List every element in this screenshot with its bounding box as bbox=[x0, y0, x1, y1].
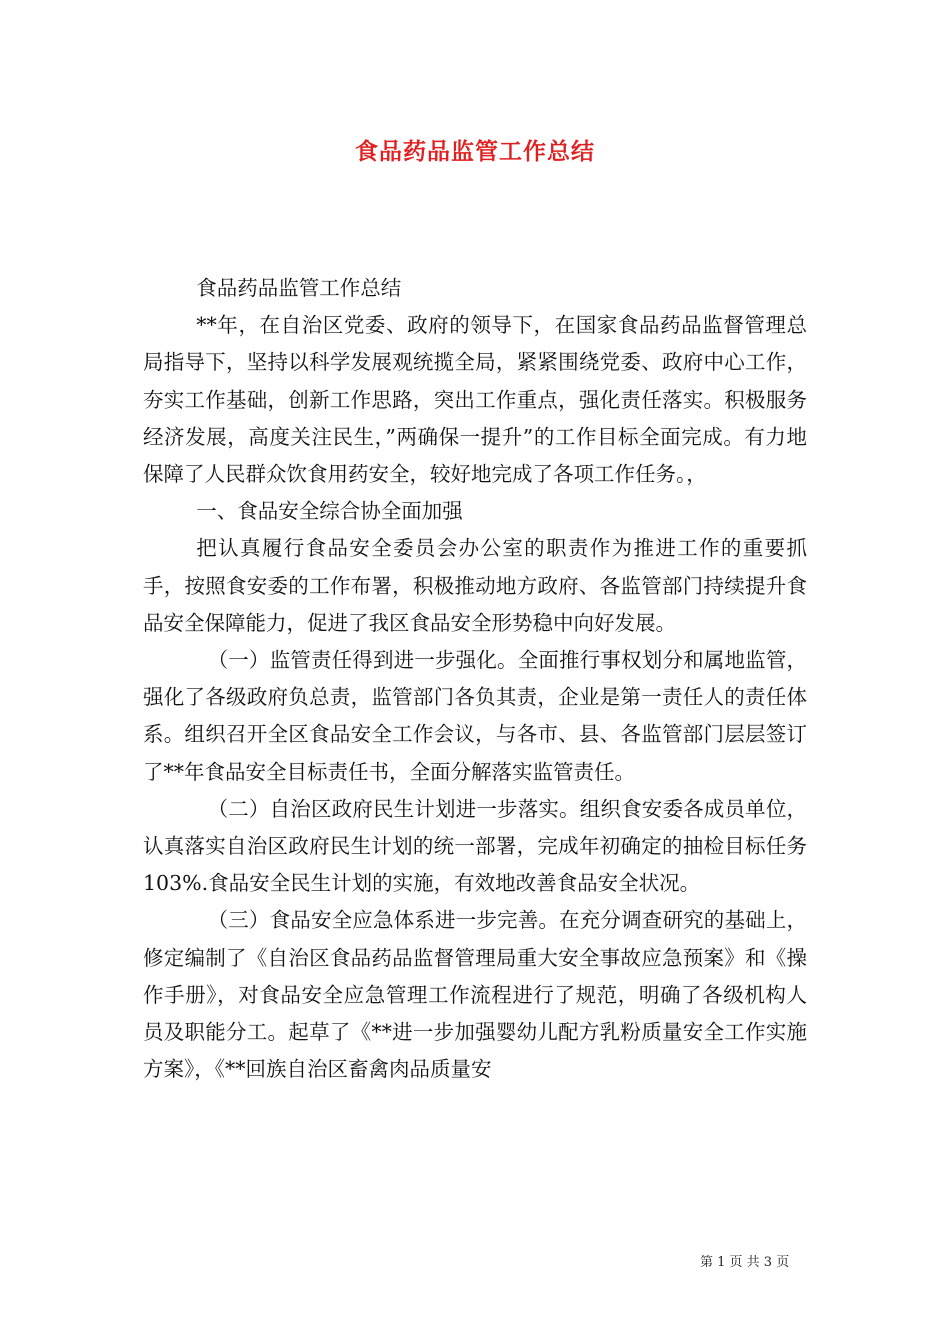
page-number-footer: 第 1 页 共 3 页 bbox=[700, 1255, 790, 1270]
subsection-paragraph-2: （二）自治区政府民生计划进一步落实。组织食安委各成员单位，认真落实自治区政府民生计划的统一部署，完成年初确定的抽检目标任务103%.食品安全民生计划的实施，有效地改善食品安全状况。 bbox=[143, 796, 807, 896]
subsection-paragraph-3: （三）食品安全应急体系进一步完善。在充分调查研究的基础上，修定编制了《自治区食品药品监督管理局重大安全事故应急预案》和《操作手册》，对食品安全应急管理工作流程进行了规范，明确了各级机构人员及职能分工。起草了《**进一步加强婴幼儿配方乳粉质量安全工作实施方案》，《**回族自治区畜禽肉品质量安 bbox=[143, 908, 807, 1082]
document-body bbox=[143, 270, 807, 1088]
document-title: 食品药品监管工作总结 bbox=[355, 138, 595, 165]
subsection-paragraph-1: （一）监管责任得到进一步强化。全面推行事权划分和属地监管，强化了各级政府负总责，监管部门各负其责，企业是第一责任人的责任体系。组织召开全区食品安全工作会议，与各市、县、各监管部门层层签订了**年食品安全目标责任书，全面分解落实监管责任。 bbox=[143, 648, 807, 784]
body-heading: 食品药品监管工作总结 bbox=[196, 276, 402, 300]
section-heading-1: 一、食品安全综合协全面加强 bbox=[196, 499, 463, 524]
body-paragraph-intro: **年，在自治区党委、政府的领导下，在国家食品药品监督管理总局指导下，坚持以科学发展观统揽全局，紧紧围绕党委、政府中心工作，夯实工作基础，创新工作思路，突出工作重点，强化责任落实。积极服务经济发展，高度关注民生，”两确保一提升”的工作目标全面完成。有力地保障了人民群众饮食用药安全，较好地完成了各项工作任务。， bbox=[143, 313, 807, 487]
body-paragraph-section-1: 把认真履行食品安全委员会办公室的职责作为推进工作的重要抓手，按照食安委的工作布署，积极推动地方政府、各监管部门持续提升食品安全保障能力，促进了我区食品安全形势稳中向好发展。 bbox=[143, 536, 807, 635]
